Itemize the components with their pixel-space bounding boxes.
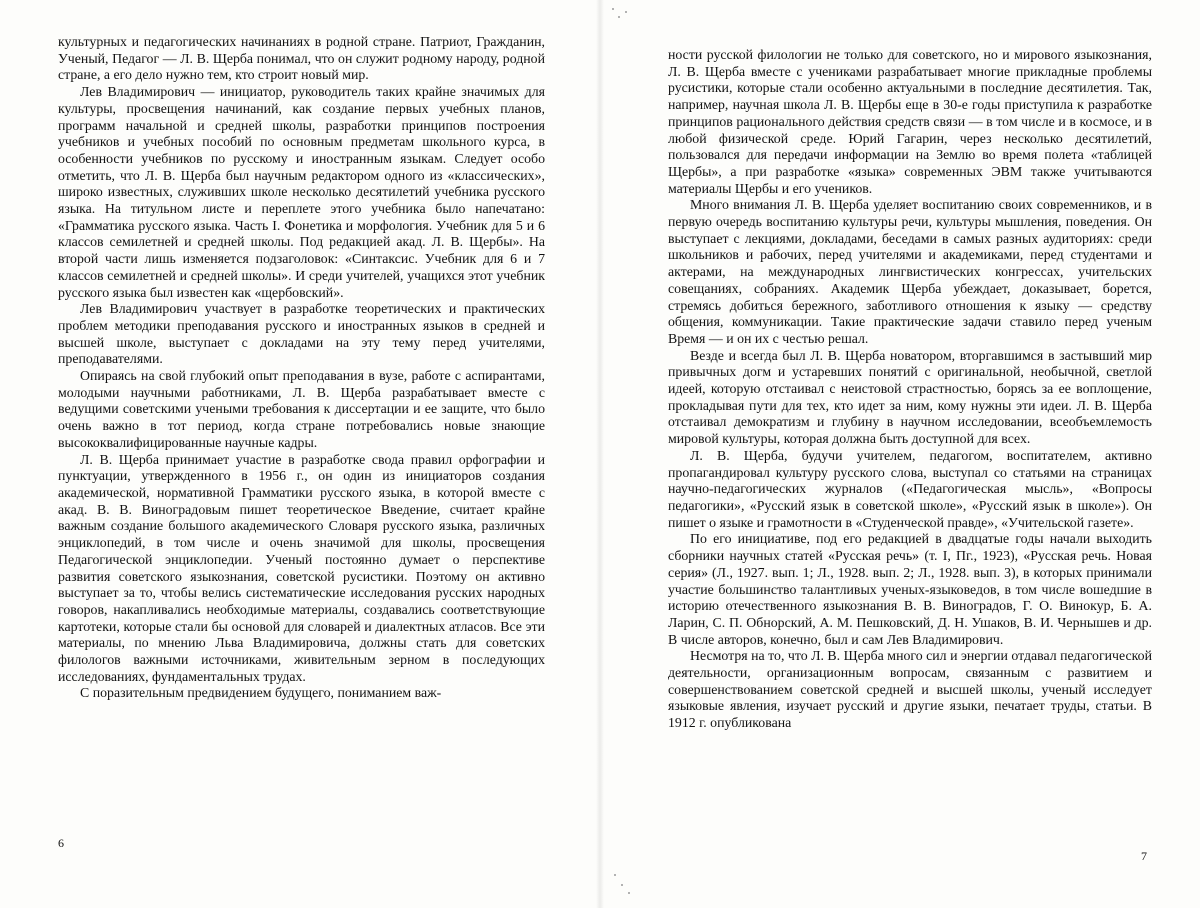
paragraph: Много внимания Л. В. Щерба уделяет воспитанию своих современников, и в первую очередь воспитанию культуры речи, культуры мышления, поведения. Он выступает с лекциями, докладами, беседами в самых разных аудиториях: среди школьников и рабочих, перед учителями и академиками, перед студентами и актерами, на международных лингвистических конгрессах, учительских совещаниях, собраниях. Академик Щерба убеждает, доказывает, борется, стремясь добиться бережного, заботливого отношения к языку — средству общения, коммуникации. Такие практические задачи ставило перед ученым Время — и он их с честью решал. (668, 197, 1152, 346)
paragraph: Везде и всегда был Л. В. Щерба новатором, вторгавшимся в застывший мир привычных догм и устаревших понятий с оригинальной, необычной, светлой идеей, которую отстаивал с неистовой страстностью, борясь за ее воплощение, прокладывая пути для тех, кто идет за ним, кому нужны эти идеи. Л. В. Щерба отстаивал демократизм и глубину в научном исследовании, всеобъемлемость мировой культуры, которая должна быть доступной для всех. (668, 347, 1152, 447)
left-page (58, 34, 545, 702)
paragraph: Опираясь на свой глубокий опыт преподавания в вузе, работе с аспирантами, молодыми научными работниками, Л. В. Щерба разрабатывает вместе с ведущими советскими учеными требования к диссертации и ее защите, что было очень важно в тот период, когда стране потребовались новые знающие высококвалифицированные научные кадры. (58, 368, 545, 450)
paragraph: Несмотря на то, что Л. В. Щерба много сил и энергии отдавал педагогической деятельности, организационным вопросам, связанным с развитием и совершенствованием советской средней и высшей школы, ученый исследует языковые явления, изучает русский и другие языки, печатает труды, статьи. В 1912 г. опубликована (668, 648, 1152, 731)
paragraph: культурных и педагогических начинаниях в родной стране. Патриот, Гражданин, Ученый, Педагог — Л. В. Щерба понимал, что он служит родному народу, родной стране, а его дело нужно тем, кто строит новый мир. (58, 34, 545, 83)
scan-speck (625, 11, 627, 13)
paragraph: Л. В. Щерба, будучи учителем, педагогом, воспитателем, активно пропагандировал культуру русского слова, выступал со статьями на страницах научно-педагогических журналов («Педагогическая мысль», «Вопросы педагогики», «Русский язык в советской школе», «Русский язык в школе»). Он пишет о языке и грамотности в «Студенческой правде», «Учительской газете». (668, 447, 1152, 530)
scan-speck (621, 884, 623, 886)
paragraph: Лев Владимирович — инициатор, руководитель таких крайне значимых для культуры, просвещения начинаний, как создание первых учебных планов, программ начальной и средней школы, разработки принципов построения учебников и учебных пособий по основным предметам школьного курса, в особенности учебников по русскому и иностранным языкам. Следует особо отметить, что Л. В. Щерба был научным редактором одного из «классических», широко известных, служивших школе несколько десятилетий учебника русского языка. На титульном листе и переплете этого учебника было напечатано: «Грамматика русского языка. Часть I. Фонетика и морфология. Учебник для 5 и 6 классов семилетней и средней школы. Под редакцией акад. Л. В. Щербы». На второй части лишь изменяется подзаголовок: «Синтаксис. Учебник для 6 и 7 классов семилетней и средней школы». И среди учителей, учащихся этот учебник русского языка был известен как «щербовский». (58, 84, 545, 300)
paragraph: Лев Владимирович участвует в разработке теоретических и практических проблем методики преподавания русского и иностранных языков в средней и высшей школе, выступает с докладами на эту тему перед учителями, преподавателями. (58, 301, 545, 367)
scan-speck (614, 874, 616, 876)
page-number-left: 6 (58, 836, 64, 850)
book-gutter (596, 0, 604, 908)
paragraph: Л. В. Щерба принимает участие в разработке свода правил орфографии и пунктуации, утвержденного в 1956 г., он один из инициаторов создания академической, нормативной Грамматики русского языка, в которой вместе с акад. В. В. Виноградовым пишет теоретическое Введение, считает крайне важным создание большого академического Словаря русского языка, различных энциклопедий, в том числе и очень значимой для школы, просвещения Педагогической энциклопедии. Ученый постоянно думает о перспективе развития советского языкознания, советской русистики. Поэтому он активно выступает за то, чтобы велись систематические исследования русских народных говоров, накапливались необходимые материалы, создавались соответствующие картотеки, которые стали бы основой для словарей и диалектных атласов. Все эти материалы, по мнению Льва Владимировича, должны стать для советских филологов важными источниками, живительным зерном в последующих исследованиях, фундаментальных трудах. (58, 451, 545, 684)
right-page (668, 47, 1152, 732)
scan-speck (628, 892, 630, 894)
scan-speck (612, 8, 614, 10)
paragraph: ности русской филологии не только для советского, но и мирового языкознания, Л. В. Щерба вместе с учениками разрабатывает многие прикладные проблемы русистики, которые стали особенно актуальными в последние десятилетия. Так, например, научная школа Л. В. Щербы еще в 30-е годы приступила к разработке принципов рационального действия средств связи — в том числе и в космосе, и в любой физической среде. Юрий Гагарин, через несколько десятилетий, пользовался для передачи информации на Землю во время полета «таблицей Щербы», а при разработке «языка» современных ЭВМ также учитываются материалы Щербы и его учеников. (668, 47, 1152, 196)
scan-speck (618, 16, 620, 18)
paragraph: С поразительным предвидением будущего, пониманием важ- (80, 685, 442, 701)
paragraph: По его инициативе, под его редакцией в двадцатые годы начали выходить сборники научных статей «Русская речь» (т. I, Пг., 1923), «Русская речь. Новая серия» (Л., 1927. вып. 1; Л., 1928. вып. 2; Л., 1928. вып. 3), в которых принимали участие большинство талантливых ученых-языковедов, в том числе вошедшие в историю отечественного языкознания В. В. Виноградов, Г. О. Винокур, Б. А. Ларин, С. П. Обнорский, А. М. Пешковский, Д. Н. Ушаков, В. И. Чернышев и др. В числе авторов, конечно, был и сам Лев Владимирович. (668, 531, 1152, 647)
page-number-right: 7 (1141, 849, 1147, 863)
